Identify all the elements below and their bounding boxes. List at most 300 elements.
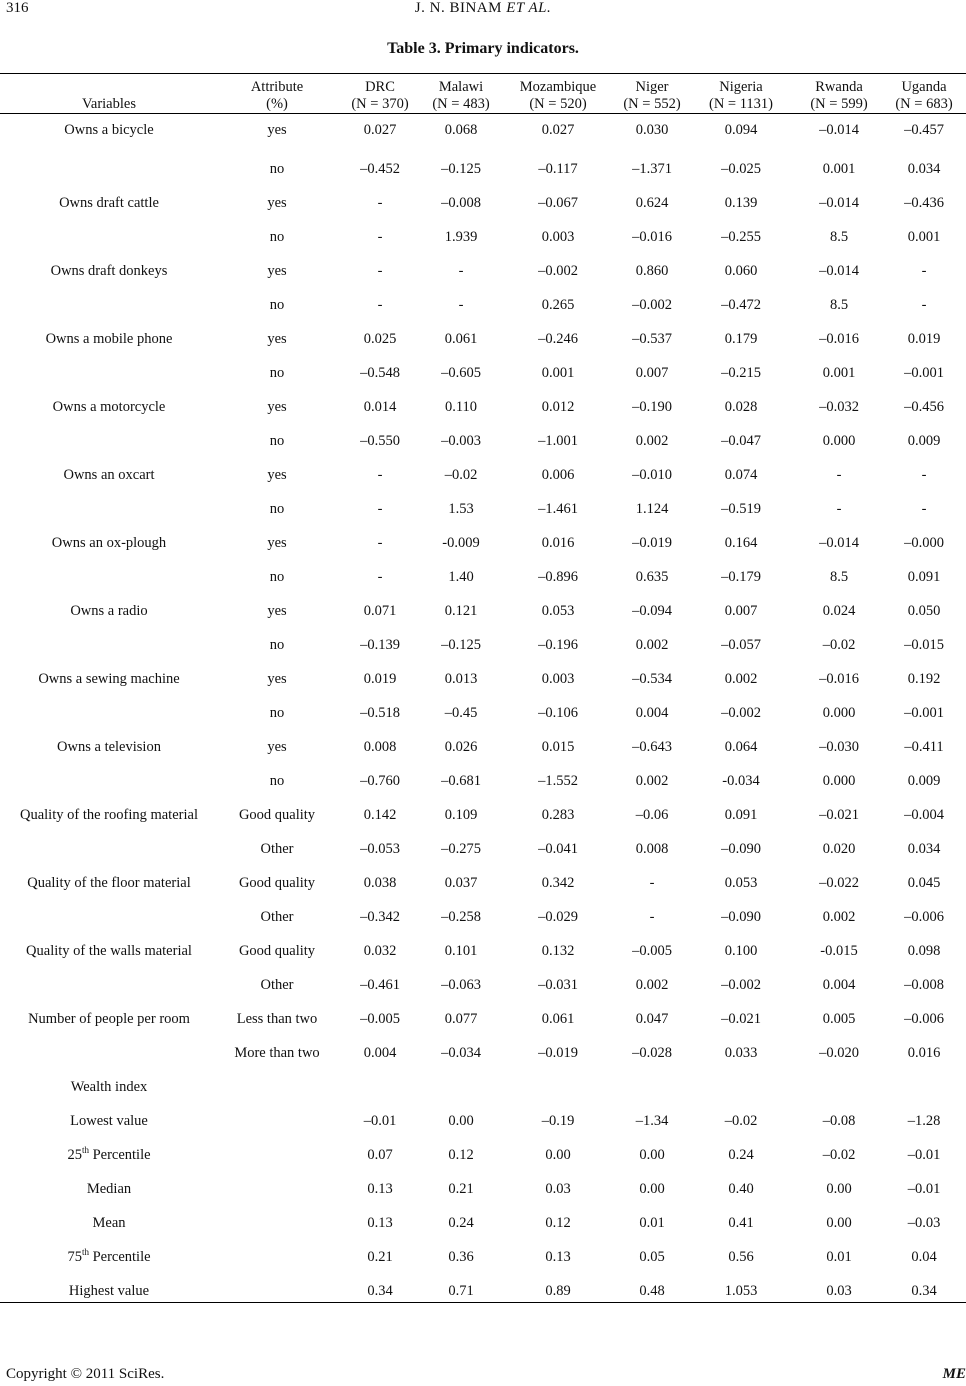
value-cell: –0.896 <box>538 568 578 585</box>
value-cell: 0.001 <box>822 160 856 177</box>
value-cell: –0.01 <box>907 1146 941 1163</box>
variable-cell: Number of people per room <box>28 1010 190 1027</box>
value-cell: –1.28 <box>907 1112 941 1129</box>
value-cell: 0.283 <box>541 806 575 823</box>
value-cell: –0.456 <box>904 398 944 415</box>
journal-abbrev: ME <box>942 1366 966 1382</box>
attribute-cell: yes <box>267 262 287 279</box>
running-head-authors: J. N. BINAM <box>414 0 502 16</box>
attribute-cell: yes <box>267 466 287 483</box>
value-cell: –0.125 <box>441 160 481 177</box>
col-header-nigeria: Nigeria (N = 1131) <box>708 79 774 112</box>
table-row <box>0 492 966 526</box>
col-header-malawi: Malawi (N = 483) <box>432 79 490 112</box>
table-row <box>0 730 966 764</box>
value-cell: 0.001 <box>907 228 941 245</box>
value-cell: 0.004 <box>635 704 669 721</box>
value-cell: 0.05 <box>639 1248 665 1265</box>
attribute-cell: Other <box>260 908 294 925</box>
value-cell: -0.034 <box>722 772 760 789</box>
primary-indicators-table <box>0 74 966 1308</box>
value-cell: 0.009 <box>907 432 941 449</box>
value-cell: 0.21 <box>448 1180 474 1197</box>
value-cell: –0.215 <box>721 364 761 381</box>
value-cell: 0.24 <box>728 1146 754 1163</box>
table-row <box>0 1206 966 1240</box>
value-cell: 0.71 <box>448 1282 474 1299</box>
attribute-cell <box>218 1274 336 1308</box>
table-row <box>0 594 966 628</box>
value-cell: 0.13 <box>367 1214 393 1231</box>
variable-cell <box>0 356 218 390</box>
table-row <box>0 1172 966 1206</box>
value-cell: 1.40 <box>448 568 474 585</box>
attribute-cell: no <box>269 636 285 653</box>
value-cell: 0.100 <box>724 942 758 959</box>
variable-cell <box>0 1036 218 1070</box>
value-cell: 0.037 <box>444 874 478 891</box>
attribute-cell: no <box>269 364 285 381</box>
attribute-cell: yes <box>267 738 287 755</box>
value-cell: 0.00 <box>826 1180 852 1197</box>
value-cell: 0.071 <box>363 602 397 619</box>
value-cell: –0.411 <box>904 738 944 755</box>
value-cell: 0.164 <box>724 534 758 551</box>
variable-cell: Wealth index <box>70 1078 148 1095</box>
value-cell: –0.053 <box>360 840 400 857</box>
value-cell: –0.190 <box>632 398 672 415</box>
value-cell: –1.552 <box>538 772 578 789</box>
value-cell: 0.000 <box>822 432 856 449</box>
value-cell: 0.012 <box>541 398 575 415</box>
table-row <box>0 1002 966 1036</box>
value-cell: - <box>377 500 383 517</box>
value-cell: –0.258 <box>441 908 481 925</box>
table-row <box>0 560 966 594</box>
variable-cell: Owns an oxcart <box>63 466 155 483</box>
value-cell: - <box>377 534 383 551</box>
col-header-mozambique: Mozambique (N = 520) <box>519 79 597 112</box>
variable-cell: Owns a television <box>57 738 161 755</box>
value-cell: 0.030 <box>635 122 669 138</box>
value-cell: –0.179 <box>721 568 761 585</box>
variable-cell <box>0 628 218 662</box>
table-row <box>0 254 966 288</box>
value-cell: 0.004 <box>363 1044 397 1061</box>
value-cell: –1.371 <box>632 160 672 177</box>
value-cell: –0.342 <box>360 908 400 925</box>
attribute-cell <box>218 1138 336 1172</box>
variable-cell: Owns draft donkeys <box>50 262 168 279</box>
value-cell: 0.139 <box>724 194 758 211</box>
value-cell: 0.034 <box>907 160 941 177</box>
value-cell: –0.094 <box>632 602 672 619</box>
value-cell: 0.002 <box>635 772 669 789</box>
value-cell: 0.001 <box>822 364 856 381</box>
variable-cell: Quality of the floor material <box>27 874 191 891</box>
col-header-uganda: Uganda (N = 683) <box>895 79 953 112</box>
attribute-cell: Good quality <box>238 806 316 823</box>
table-row <box>0 764 966 798</box>
value-cell: - <box>377 466 383 483</box>
value-cell: 0.060 <box>724 262 758 279</box>
attribute-cell <box>218 1206 336 1240</box>
value-cell: –0.643 <box>632 738 672 755</box>
value-cell: - <box>921 466 927 483</box>
value-cell: –0.010 <box>632 466 672 483</box>
value-cell: 0.091 <box>907 568 941 585</box>
value-cell: –0.000 <box>904 534 944 551</box>
value-cell: 0.34 <box>911 1282 937 1299</box>
value-cell: –0.246 <box>538 330 578 347</box>
value-cell: 0.101 <box>444 942 478 959</box>
value-cell: 0.132 <box>541 942 575 959</box>
value-cell: -0.015 <box>820 942 858 959</box>
attribute-cell: yes <box>267 534 287 551</box>
variable-cell <box>0 492 218 526</box>
value-cell: –1.34 <box>635 1112 669 1129</box>
value-cell <box>336 1070 424 1104</box>
value-cell: 0.001 <box>541 364 575 381</box>
value-cell: 0.002 <box>635 432 669 449</box>
value-cell: –0.548 <box>360 364 400 381</box>
value-cell: - <box>458 262 464 279</box>
value-cell: –0.534 <box>632 670 672 687</box>
copyright-notice: Copyright © 2011 SciRes. <box>6 1366 165 1382</box>
value-cell: - <box>377 296 383 313</box>
value-cell: 0.179 <box>724 330 758 347</box>
value-cell: 8.5 <box>829 296 849 313</box>
value-cell: 0.002 <box>822 908 856 925</box>
value-cell: - <box>836 466 842 483</box>
variable-cell <box>0 764 218 798</box>
value-cell: –0.063 <box>441 976 481 993</box>
value-cell: –0.005 <box>360 1010 400 1027</box>
value-cell: –0.472 <box>721 296 761 313</box>
value-cell: –0.125 <box>441 636 481 653</box>
attribute-cell: yes <box>267 398 287 415</box>
table-row <box>0 288 966 322</box>
value-cell: 0.89 <box>545 1282 571 1299</box>
value-cell: –0.020 <box>819 1044 859 1061</box>
value-cell: 1.124 <box>635 500 669 517</box>
value-cell: –0.014 <box>819 262 859 279</box>
value-cell: –0.106 <box>538 704 578 721</box>
value-cell: 0.005 <box>822 1010 856 1027</box>
value-cell: –0.06 <box>635 806 669 823</box>
variable-cell: Median <box>86 1180 132 1197</box>
value-cell: 0.265 <box>541 296 575 313</box>
value-cell: 0.045 <box>907 874 941 891</box>
value-cell: 0.03 <box>545 1180 571 1197</box>
value-cell: 0.003 <box>541 670 575 687</box>
table-row <box>0 866 966 900</box>
value-cell: –0.255 <box>721 228 761 245</box>
value-cell: - <box>649 908 655 925</box>
value-cell: –0.457 <box>904 122 944 138</box>
value-cell: 0.050 <box>907 602 941 619</box>
table-row <box>0 1036 966 1070</box>
value-cell: –0.028 <box>632 1044 672 1061</box>
value-cell: 0.074 <box>724 466 758 483</box>
value-cell: –0.002 <box>538 262 578 279</box>
value-cell <box>796 1070 882 1104</box>
variable-cell <box>0 900 218 934</box>
value-cell: –0.519 <box>721 500 761 517</box>
table-row <box>0 1104 966 1138</box>
value-cell: –0.45 <box>444 704 478 721</box>
variable-cell: Highest value <box>68 1282 150 1299</box>
value-cell: 0.07 <box>367 1146 393 1163</box>
variable-cell <box>0 424 218 458</box>
value-cell: 0.03 <box>826 1282 852 1299</box>
value-cell: –0.014 <box>819 122 859 138</box>
value-cell: 0.008 <box>363 738 397 755</box>
value-cell: –0.031 <box>538 976 578 993</box>
value-cell: 0.635 <box>635 568 669 585</box>
value-cell: 0.068 <box>444 122 478 138</box>
table-row <box>0 832 966 866</box>
col-header-drc: DRC (N = 370) <box>351 79 409 112</box>
table-header-row <box>0 74 966 116</box>
value-cell: 0.00 <box>448 1112 474 1129</box>
value-cell: –0.117 <box>538 160 578 177</box>
value-cell: 0.064 <box>724 738 758 755</box>
table-row <box>0 798 966 832</box>
table-row <box>0 186 966 220</box>
value-cell: –0.067 <box>538 194 578 211</box>
value-cell: –0.032 <box>819 398 859 415</box>
value-cell: 0.48 <box>639 1282 665 1299</box>
value-cell: 0.007 <box>724 602 758 619</box>
variable-cell <box>0 560 218 594</box>
attribute-cell: yes <box>267 194 287 211</box>
value-cell: 0.004 <box>822 976 856 993</box>
value-cell: –0.022 <box>819 874 859 891</box>
variable-cell: 75th Percentile <box>67 1246 151 1265</box>
attribute-cell: no <box>269 568 285 585</box>
running-head <box>0 0 966 17</box>
variable-cell: 25th Percentile <box>67 1144 151 1163</box>
value-cell: 0.014 <box>363 398 397 415</box>
variable-cell: Quality of the roofing material <box>20 806 198 823</box>
variable-cell <box>0 220 218 254</box>
value-cell: –0.002 <box>632 296 672 313</box>
variable-cell <box>0 288 218 322</box>
value-cell: –0.015 <box>904 636 944 653</box>
value-cell: 0.008 <box>635 840 669 857</box>
variable-cell <box>0 968 218 1002</box>
value-cell: 0.04 <box>911 1248 937 1265</box>
value-cell: 0.00 <box>545 1146 571 1163</box>
value-cell: 0.061 <box>541 1010 575 1027</box>
value-cell <box>424 1070 498 1104</box>
value-cell: –0.041 <box>538 840 578 857</box>
value-cell: –0.090 <box>721 840 761 857</box>
value-cell: 0.047 <box>635 1010 669 1027</box>
value-cell: - <box>377 228 383 245</box>
value-cell: –0.006 <box>904 1010 944 1027</box>
variable-cell: Owns a sewing machine <box>38 670 180 687</box>
col-header-variables: Variables <box>82 96 136 112</box>
value-cell: 0.860 <box>635 262 669 279</box>
value-cell: - <box>921 500 927 517</box>
table-row <box>0 458 966 492</box>
value-cell: –0.139 <box>360 636 400 653</box>
value-cell: 0.009 <box>907 772 941 789</box>
value-cell: 0.34 <box>367 1282 393 1299</box>
value-cell: - <box>377 262 383 279</box>
attribute-cell: no <box>269 296 285 313</box>
col-header-niger: Niger (N = 552) <box>623 79 681 112</box>
value-cell: –0.016 <box>632 228 672 245</box>
value-cell: –0.550 <box>360 432 400 449</box>
variable-cell: Owns draft cattle <box>59 194 159 211</box>
value-cell: 0.028 <box>724 398 758 415</box>
value-cell: 8.5 <box>829 568 849 585</box>
value-cell: 1.053 <box>724 1282 758 1299</box>
attribute-cell: Other <box>260 840 294 857</box>
page-number: 316 <box>6 0 29 16</box>
table-row <box>0 424 966 458</box>
table-row <box>0 900 966 934</box>
value-cell: –0.01 <box>363 1112 397 1129</box>
value-cell: 0.192 <box>907 670 941 687</box>
value-cell: 0.020 <box>822 840 856 857</box>
value-cell: 0.003 <box>541 228 575 245</box>
value-cell: –0.02 <box>444 466 478 483</box>
value-cell: 0.053 <box>724 874 758 891</box>
value-cell: 0.094 <box>724 122 758 138</box>
value-cell: 0.12 <box>545 1214 571 1231</box>
value-cell: 0.027 <box>541 122 575 138</box>
attribute-cell: yes <box>267 670 287 687</box>
value-cell: –0.002 <box>721 976 761 993</box>
value-cell: –1.461 <box>538 500 578 517</box>
value-cell: 0.41 <box>728 1214 754 1231</box>
value-cell: –0.760 <box>360 772 400 789</box>
value-cell: 1.53 <box>448 500 474 517</box>
value-cell: 0.006 <box>541 466 575 483</box>
attribute-cell: yes <box>267 602 287 619</box>
variable-cell: Owns an ox-plough <box>51 534 167 551</box>
attribute-cell: no <box>269 704 285 721</box>
col-header-rwanda: Rwanda (N = 599) <box>810 79 868 112</box>
value-cell: 0.002 <box>724 670 758 687</box>
value-cell: 0.13 <box>545 1248 571 1265</box>
attribute-cell: no <box>269 432 285 449</box>
value-cell: 0.00 <box>639 1180 665 1197</box>
value-cell: 0.110 <box>444 398 478 415</box>
attribute-cell: Good quality <box>238 942 316 959</box>
value-cell: –0.030 <box>819 738 859 755</box>
value-cell: –0.016 <box>819 330 859 347</box>
value-cell: - <box>458 296 464 313</box>
value-cell: –0.605 <box>441 364 481 381</box>
value-cell: –0.08 <box>822 1112 856 1129</box>
variable-cell: Owns a radio <box>70 602 148 619</box>
value-cell: 0.01 <box>639 1214 665 1231</box>
value-cell: 1.939 <box>444 228 478 245</box>
table-row <box>0 696 966 730</box>
variable-cell: Lowest value <box>70 1112 148 1129</box>
value-cell: –0.014 <box>819 194 859 211</box>
value-cell: 0.342 <box>541 874 575 891</box>
value-cell: - <box>921 262 927 279</box>
value-cell: –0.019 <box>632 534 672 551</box>
value-cell: –0.021 <box>819 806 859 823</box>
attribute-cell <box>218 1240 336 1274</box>
value-cell: 0.026 <box>444 738 478 755</box>
value-cell: –0.001 <box>904 704 944 721</box>
value-cell: –0.01 <box>907 1180 941 1197</box>
variable-cell: Owns a bicycle <box>64 122 154 138</box>
value-cell: 0.061 <box>444 330 478 347</box>
table-row <box>0 628 966 662</box>
value-cell: –0.452 <box>360 160 400 177</box>
attribute-cell: Other <box>260 976 294 993</box>
value-cell: –0.02 <box>822 1146 856 1163</box>
value-cell: 0.36 <box>448 1248 474 1265</box>
value-cell: –0.034 <box>441 1044 481 1061</box>
value-cell: –1.001 <box>538 432 578 449</box>
value-cell: –0.275 <box>441 840 481 857</box>
value-cell: 0.053 <box>541 602 575 619</box>
value-cell: 0.002 <box>635 636 669 653</box>
value-cell: –0.016 <box>819 670 859 687</box>
value-cell: 0.000 <box>822 772 856 789</box>
value-cell: –0.001 <box>904 364 944 381</box>
value-cell: - <box>649 874 655 891</box>
value-cell: 0.24 <box>448 1214 474 1231</box>
value-cell: 8.5 <box>829 228 849 245</box>
value-cell: –0.047 <box>721 432 761 449</box>
value-cell: 0.019 <box>907 330 941 347</box>
value-cell: 0.033 <box>724 1044 758 1061</box>
value-cell: –0.004 <box>904 806 944 823</box>
value-cell: –0.518 <box>360 704 400 721</box>
value-cell: 0.00 <box>826 1214 852 1231</box>
value-cell: - <box>377 194 383 211</box>
value-cell: 0.007 <box>635 364 669 381</box>
value-cell: - <box>921 296 927 313</box>
value-cell: –0.008 <box>441 194 481 211</box>
table-row <box>0 322 966 356</box>
value-cell: 0.40 <box>728 1180 754 1197</box>
value-cell: –0.019 <box>538 1044 578 1061</box>
value-cell: –0.021 <box>721 1010 761 1027</box>
value-cell: 0.00 <box>639 1146 665 1163</box>
value-cell: 0.013 <box>444 670 478 687</box>
value-cell: - <box>377 568 383 585</box>
variable-cell <box>0 696 218 730</box>
attribute-cell: no <box>269 500 285 517</box>
value-cell: –0.02 <box>724 1112 758 1129</box>
value-cell: 0.016 <box>907 1044 941 1061</box>
value-cell: –0.461 <box>360 976 400 993</box>
value-cell: –0.006 <box>904 908 944 925</box>
value-cell: 0.032 <box>363 942 397 959</box>
col-header-attribute: Attribute (%) <box>250 79 304 112</box>
value-cell: –0.003 <box>441 432 481 449</box>
attribute-cell: yes <box>267 122 287 138</box>
attribute-cell <box>218 1172 336 1206</box>
value-cell: –0.02 <box>822 636 856 653</box>
value-cell: 0.015 <box>541 738 575 755</box>
value-cell: 0.024 <box>822 602 856 619</box>
value-cell: 0.025 <box>363 330 397 347</box>
table-row <box>0 1070 966 1104</box>
